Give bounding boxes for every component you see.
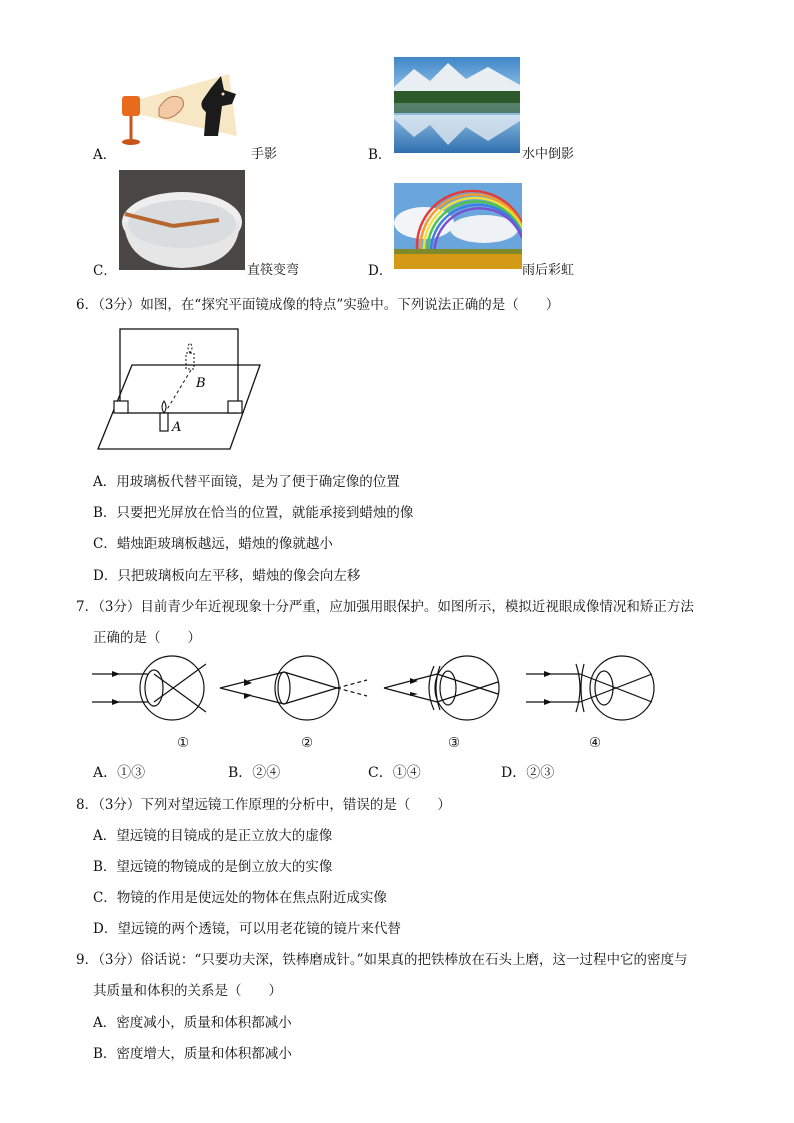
plane-mirror-experiment-figure xyxy=(96,325,266,453)
q7-option-a: A．①③ xyxy=(93,765,146,781)
q5-option-b-caption: 水中倒影 xyxy=(522,147,575,162)
q8-option-a: A．望远镜的目镜成的是正立放大的虚像 xyxy=(93,828,333,844)
q8-option-c: C．物镜的作用是使远处的物体在焦点附近成实像 xyxy=(93,890,387,906)
q5-option-c-letter: C． xyxy=(93,263,117,279)
question-9-stem-line1: 9．（3分）俗话说：“只要功夫深，铁棒磨成针。”如果真的把铁棒放在石头上磨，这一过程中它的密度与 xyxy=(76,952,688,968)
question-8-stem: 8．（3分）下列对望远镜工作原理的分析中，错误的是（ ） xyxy=(76,797,451,813)
q5-option-d-caption: 雨后彩虹 xyxy=(522,263,575,278)
lake-reflection-image xyxy=(394,57,520,153)
question-7-stem-line2: 正确的是（ ） xyxy=(93,630,201,646)
diagram-number-2: ② xyxy=(301,735,314,751)
hand-shadow-projector-image xyxy=(119,70,249,152)
question-9-stem-line2: 其质量和体积的关系是（ ） xyxy=(93,983,282,999)
q5-option-b-letter: B． xyxy=(368,147,392,163)
eye-diagrams-figure xyxy=(92,650,672,730)
rainbow-field-image xyxy=(394,183,522,269)
q5-option-c-caption: 直筷变弯 xyxy=(247,263,300,278)
q6-option-d: D．只把玻璃板向左平移，蜡烛的像会向左移 xyxy=(93,568,361,584)
q9-option-b: B．密度增大，质量和体积都减小 xyxy=(93,1046,292,1062)
q5-option-a-letter: A． xyxy=(93,147,117,163)
question-6-stem: 6．（3分）如图，在“探究平面镜成像的特点”实验中。下列说法正确的是（ ） xyxy=(76,297,560,313)
bent-chopstick-bowl-image xyxy=(119,170,245,270)
q9-option-a: A．密度减小，质量和体积都减小 xyxy=(93,1015,292,1031)
q8-option-d: D．望远镜的两个透镜，可以用老花镜的镜片来代替 xyxy=(93,921,401,937)
diagram-number-3: ③ xyxy=(448,735,461,751)
question-7-stem-line1: 7．（3分）目前青少年近视现象十分严重，应加强用眼保护。如图所示，模拟近视眼成像情况和矫正方法 xyxy=(76,599,694,615)
q5-option-a-caption: 手影 xyxy=(251,147,278,162)
q5-option-d-letter: D． xyxy=(368,263,393,279)
q6-option-a: A．用玻璃板代替平面镜，是为了便于确定像的位置 xyxy=(93,474,400,490)
q8-option-b: B．望远镜的物镜成的是倒立放大的实像 xyxy=(93,859,333,875)
q6-option-b: B．只要把光屏放在恰当的位置，就能承接到蜡烛的像 xyxy=(93,505,414,521)
q7-option-c: C．①④ xyxy=(368,765,421,781)
diagram-number-1: ① xyxy=(177,735,190,751)
q6-option-c: C．蜡烛距玻璃板越远，蜡烛的像就越小 xyxy=(93,536,333,552)
figure-label-b: B xyxy=(196,376,206,391)
q7-option-d: D．②③ xyxy=(501,765,555,781)
q7-option-b: B．②④ xyxy=(228,765,281,781)
diagram-number-4: ④ xyxy=(589,735,602,751)
figure-label-a: A xyxy=(172,420,182,435)
